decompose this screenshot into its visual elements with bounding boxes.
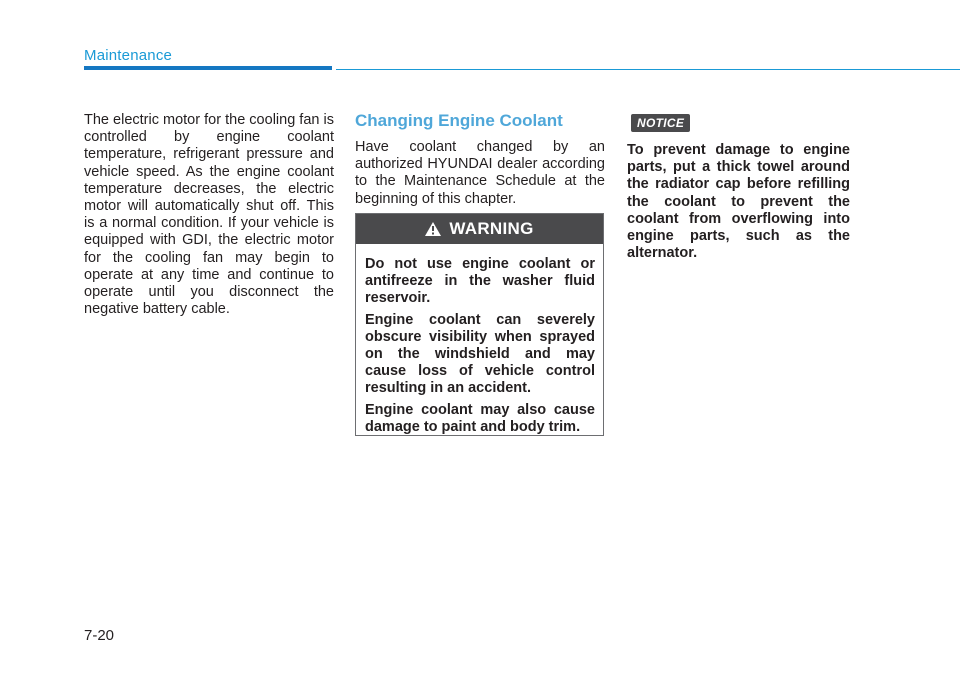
warning-item: Engine coolant can severely obscure visibility when sprayed on the windshield and may cause loss of vehicle control resulting in an accident.: [365, 312, 595, 396]
warning-box: [355, 213, 604, 436]
warning-label: WARNING: [449, 219, 534, 238]
cooling-fan-paragraph: The electric motor for the cooling fan is controlled by engine coolant temperature, refrigerant pressure and vehicle speed. As the engine coolant temperature decreases, the electric motor will automatically shut off. This is a normal condition. If your vehicle is equipped with GDI, the electric motor for the cooling fan may begin to operate at any time and continue to operate until you disconnect the negative battery cable.: [84, 112, 334, 318]
warning-triangle-icon: [425, 222, 441, 236]
section-title: Maintenance: [84, 47, 173, 64]
page-number: 7-20: [84, 627, 115, 644]
header-rule-dark: [84, 66, 332, 70]
warning-item: Engine coolant may also cause damage to paint and body trim.: [365, 402, 595, 436]
warning-header: [356, 214, 603, 244]
coolant-change-paragraph: Have coolant changed by an authorized HYUNDAI dealer according to the Maintenance Schedule at the beginning of this chapter.: [355, 139, 605, 207]
warning-body: [356, 244, 603, 436]
notice-badge: NOTICE: [631, 114, 690, 132]
warning-item: Do not use engine coolant or antifreeze in the washer fluid reservoir.: [365, 256, 595, 306]
column-2: [355, 112, 605, 208]
header-rule-light: [336, 69, 960, 70]
notice-text: To prevent damage to engine parts, put a thick towel around the radiator cap before refilling the coolant to prevent the coolant from overflowing into engine parts, such as the alternator.: [627, 142, 850, 262]
notice-wrap: [631, 114, 690, 132]
column-1: [84, 112, 334, 318]
section-heading: Changing Engine Coolant: [355, 111, 563, 130]
